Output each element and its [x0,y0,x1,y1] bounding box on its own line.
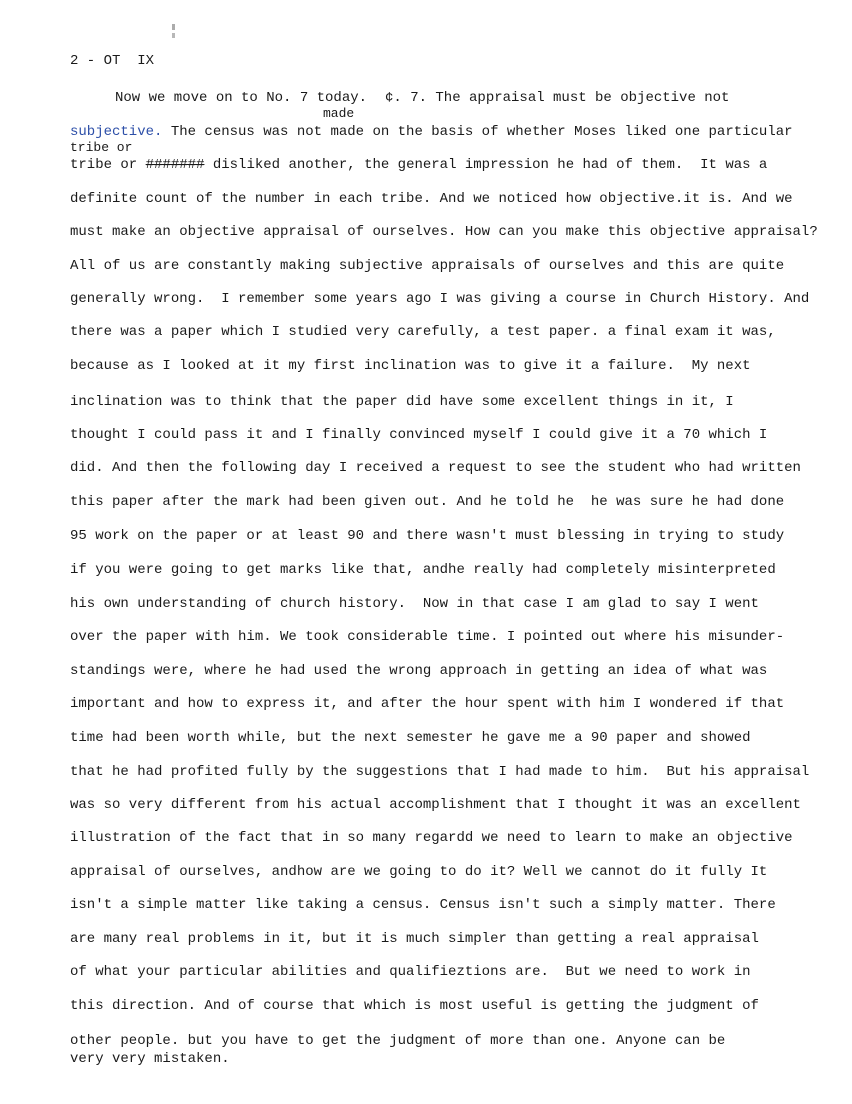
text-line: this direction. And of course that which is most useful is getting the judgment of [70,998,759,1014]
text-line: because as I looked at it my first inclination was to give it a failure. My next [70,358,751,374]
text-line: over the paper with him. We took considerable time. I pointed out where his misunder- [70,629,785,645]
text-line: thought I could pass it and I finally convinced myself I could give it a 70 which I [70,427,768,443]
text-line: appraisal of ourselves, andhow are we going to do it? Well we cannot do it fully It [70,864,768,880]
text-line: illustration of the fact that in so many regardd we need to learn to make an objective [70,830,793,846]
text-line: very very mistaken. [70,1051,230,1067]
text-line: inclination was to think that the paper did have some excellent things in it, I [70,394,734,410]
text-line-3-rest: disliked another, the general impression he had of them. It was a [204,157,768,173]
interlinear-made: made [323,106,355,121]
text-line: his own understanding of church history. Now in that case I am glad to say I went [70,596,759,612]
text-line: definite count of the number in each tribe. And we noticed how objective.it is. And we [70,191,793,207]
text-line-3-start: tribe or [70,157,146,173]
text-line: isn't a simple matter like taking a census. Census isn't such a simply matter. There [70,897,776,913]
text-line: did. And then the following day I received a request to see the student who had written [70,460,801,476]
page-number: 2 - OT IX [70,53,155,69]
text-line-3 [70,157,767,173]
text-line: 95 work on the paper or at least 90 and there wasn't must blessing in trying to study [70,528,785,544]
subjective-word: subjective. [70,124,163,140]
text-line: time had been worth while, but the next semester he gave me a 90 paper and showed [70,730,751,746]
text-line-1a: Now we move on to No. 7 today. [115,90,368,106]
text-line: are many real problems in it, but it is much simpler than getting a real appraisal [70,931,759,947]
text-line-2-rest: The census was not made on the basis of whether Moses liked one particular [162,124,793,140]
text-line: if you were going to get marks like that, andhe really had completely misinterpreted [70,562,776,578]
text-line: All of us are constantly making subjective appraisals of ourselves and this are quite [70,258,785,274]
text-line: this paper after the mark had been given out. And he told he he was sure he had done [70,494,785,510]
text-line: standings were, where he had used the wrong approach in getting an idea of what was [70,663,768,679]
struck-out-text: ####### [145,157,205,173]
text-line: important and how to express it, and after the hour spent with him I wondered if that [70,696,785,712]
text-line: of what your particular abilities and qualifieztions are. But we need to work in [70,964,751,980]
text-line: that he had profited fully by the suggestions that I had made to him. But his appraisal [70,764,810,780]
text-line-2 [70,124,793,140]
text-line: must make an objective appraisal of ourselves. How can you make this objective appraisal? [70,224,818,240]
text-line-1b: ¢. 7. The appraisal must be objective not [385,90,730,106]
paper-speck [172,24,175,44]
text-line: generally wrong. I remember some years ago I was giving a course in Church History. And [70,291,810,307]
text-line: there was a paper which I studied very carefully, a test paper. a final exam it was, [70,324,776,340]
interlinear-tribe-or: tribe or [70,140,133,155]
text-line: was so very different from his actual accomplishment that I thought it was an excellent [70,797,801,813]
text-line: other people. but you have to get the judgment of more than one. Anyone can be [70,1033,726,1049]
